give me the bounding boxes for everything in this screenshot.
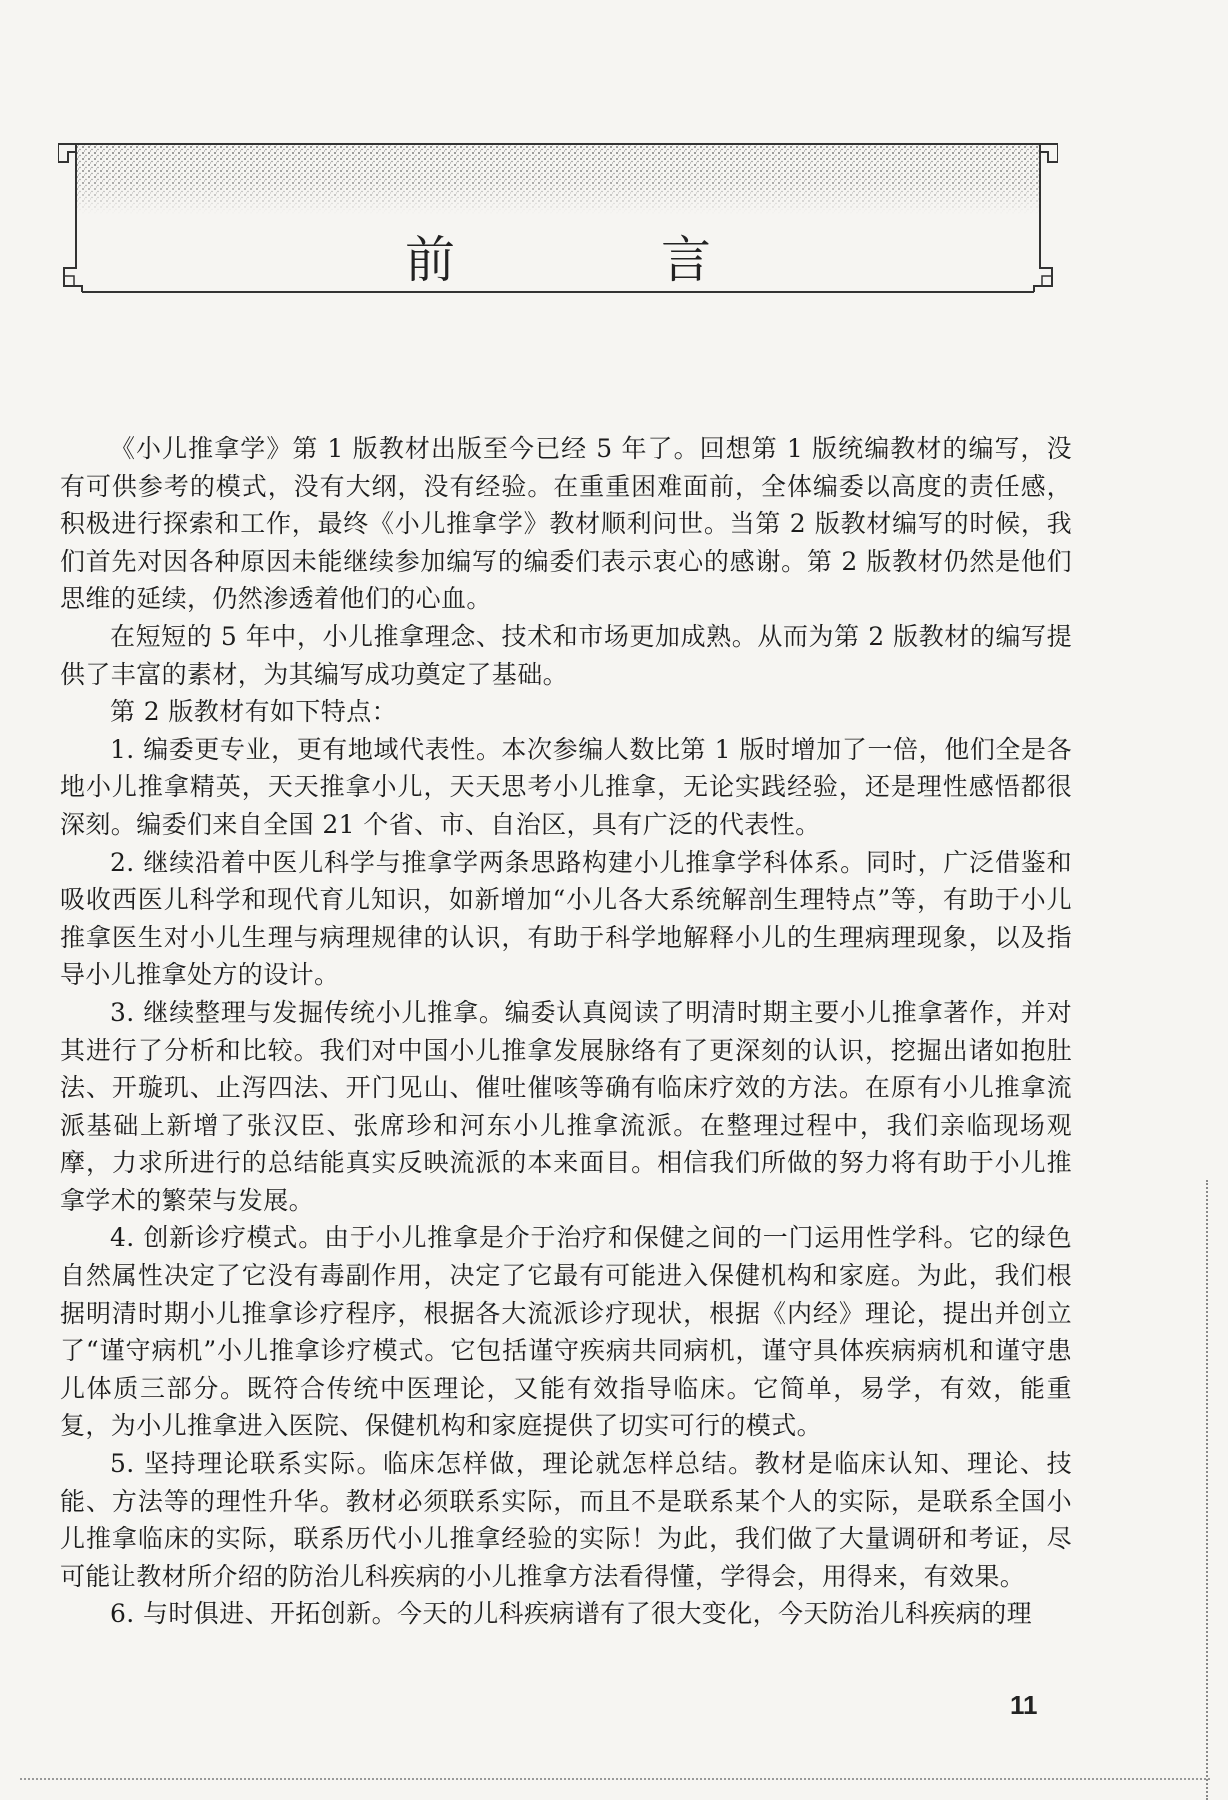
list-item: 6. 与时俱进、开拓创新。今天的儿科疾病谱有了很大变化，今天防治儿科疾病的理 (110, 1599, 1033, 1629)
list-item: 4. 创新诊疗模式。由于小儿推拿是介于治疗和保健之间的一门运用性学科。它的绿色自然属性决定了它没有毒副作用，决定了它最有可能进入保健机构和家庭。为此，我们根据明清时期小儿推拿诊疗程序，根据各大流派诊疗现状，根据《内经》理论，提出并创立了“谨守病机”小儿推拿诊疗模式。它包括谨守疾病共同病机，谨守具体疾病病机和谨守患儿体质三部分。既符合传统中医理论，又能有效指导临床。它简单，易学，有效，能重复，为小儿推拿进入医院、保健机构和家庭提供了切实可行的模式。 (60, 1223, 1072, 1441)
scan-edge-artifact (1206, 1180, 1210, 1800)
paragraph: 第 2 版教材有如下特点： (110, 697, 398, 727)
scan-bottom-artifact (20, 1778, 1210, 1782)
title-banner (58, 140, 1058, 340)
page-number: 11 (1010, 1690, 1038, 1720)
list-item: 5. 坚持理论联系实际。临床怎样做，理论就怎样总结。教材是临床认知、理论、技能、方法等的理性升华。教材必须联系实际，而且不是联系某个人的实际，是联系全国小儿推拿临床的实际，联系历代小儿推拿经验的实际！为此，我们做了大量调研和考证，尽可能让教材所介绍的防治儿科疾病的小儿推拿方法看得懂，学得会，用得来，有效果。 (60, 1449, 1072, 1591)
paragraph: 在短短的 5 年中，小儿推拿理念、技术和市场更加成熟。从而为第 2 版教材的编写提供了丰富的素材，为其编写成功奠定了基础。 (60, 621, 1072, 689)
list-item: 1. 编委更专业，更有地域代表性。本次参编人数比第 1 版时增加了一倍，他们全是各地小儿推拿精英，天天推拿小儿，天天思考小儿推拿，无论实践经验，还是理性感悟都很深刻。编委们来自全国 21 个省、市、自治区，具有广泛的代表性。 (60, 734, 1072, 839)
paragraph: 《小儿推拿学》第 1 版教材出版至今已经 5 年了。回想第 1 版统编教材的编写，没有可供参考的模式，没有大纲，没有经验。在重重困难面前，全体编委以高度的责任感，积极进行探索和工作，最终《小儿推拿学》教材顺利问世。当第 2 版教材编写的时候，我们首先对因各种原因未能继续参加编写的编委们表示衷心的感谢。第 2 版教材仍然是他们思维的延续，仍然渗透着他们的心血。 (60, 434, 1072, 614)
page-title: 前 言 (405, 231, 806, 289)
preface-body (60, 430, 1072, 1633)
list-item: 3. 继续整理与发掘传统小儿推拿。编委认真阅读了明清时期主要小儿推拿著作，并对其进行了分析和比较。我们对中国小儿推拿发展脉络有了更深刻的认识，挖掘出诸如抱肚法、开璇玑、止泻四法、开门见山、催吐催咳等确有临床疗效的方法。在原有小儿推拿流派基础上新增了张汉臣、张席珍和河东小儿推拿流派。在整理过程中，我们亲临现场观摩，力求所进行的总结能真实反映流派的本来面目。相信我们所做的努力将有助于小儿推拿学术的繁荣与发展。 (60, 997, 1072, 1215)
list-item: 2. 继续沿着中医儿科学与推拿学两条思路构建小儿推拿学科体系。同时，广泛借鉴和吸收西医儿科学和现代育儿知识，如新增加“小儿各大系统解剖生理特点”等，有助于小儿推拿医生对小儿生理与病理规律的认识，有助于科学地解释小儿的生理病理现象，以及指导小儿推拿处方的设计。 (60, 847, 1072, 990)
